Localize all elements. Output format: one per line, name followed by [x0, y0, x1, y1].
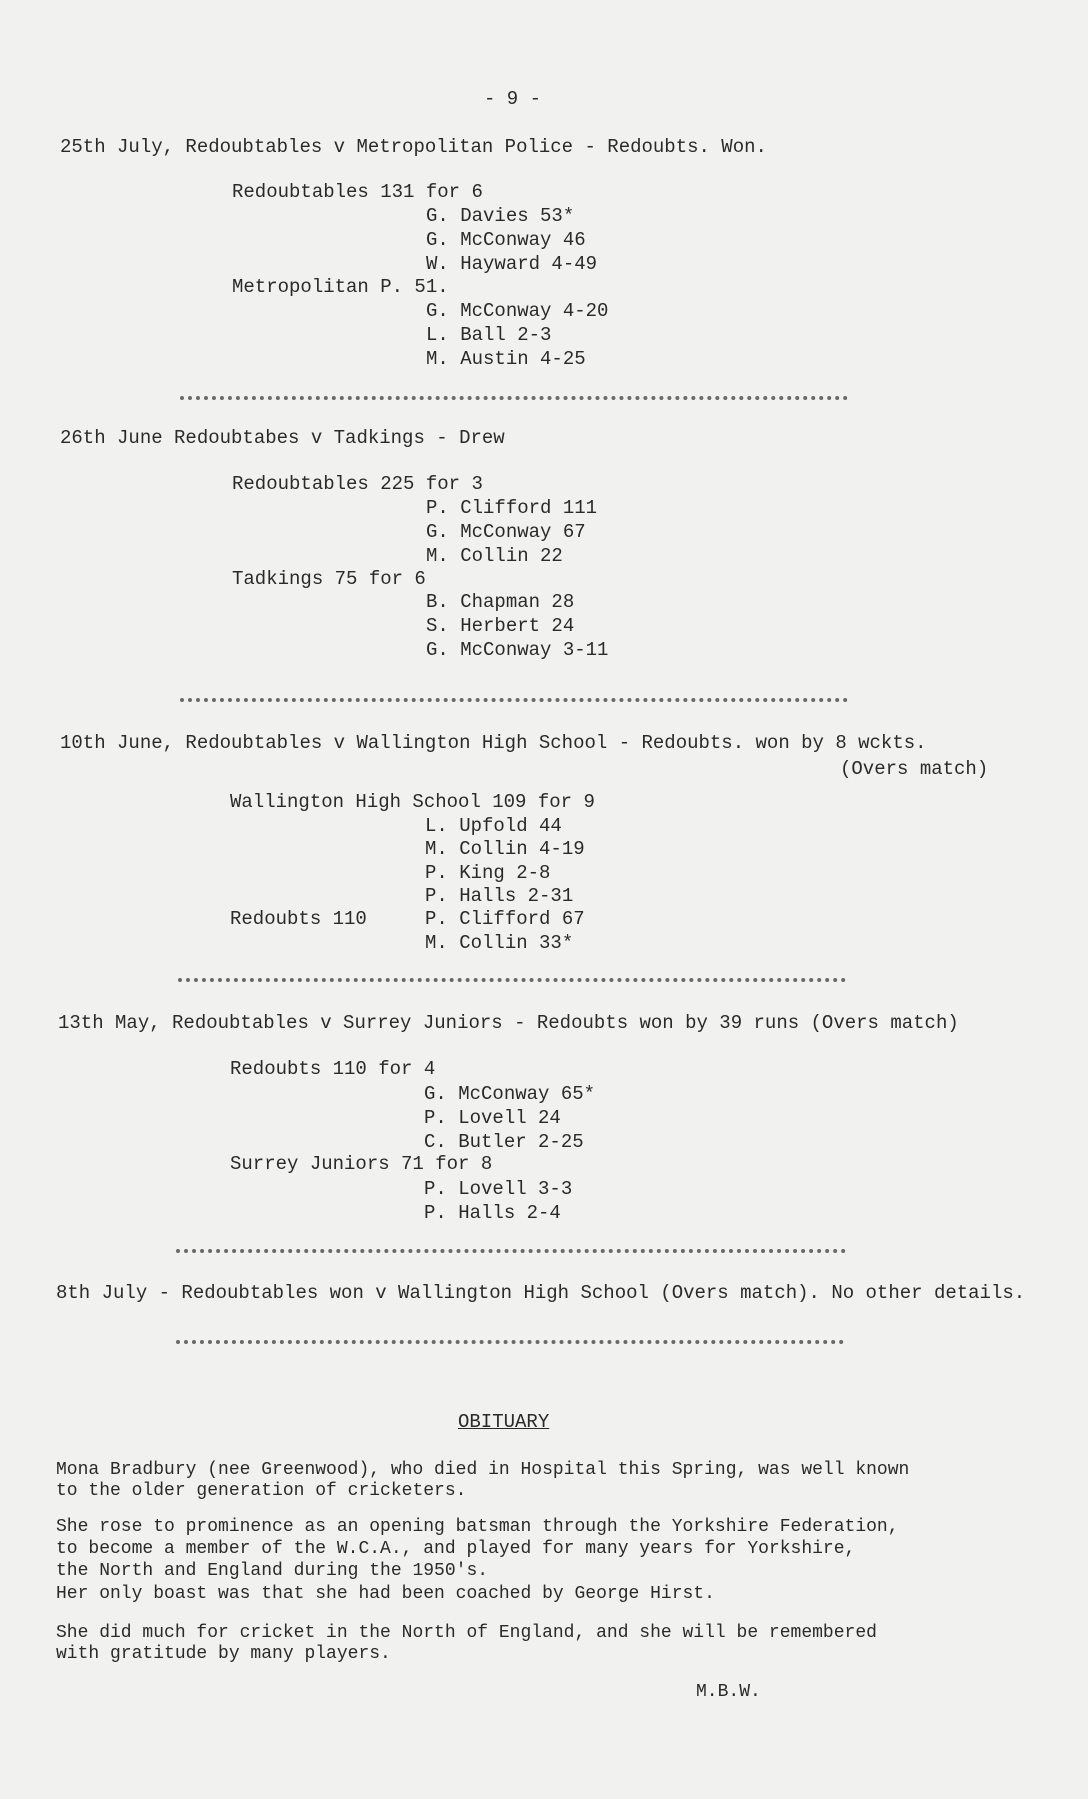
match-3-team1: Wallington High School 109 for 9 — [230, 791, 595, 813]
match-1-team2-line-3: M. Austin 4-25 — [426, 348, 586, 370]
obituary-p1-line-2: to the older generation of cricketers. — [56, 1481, 467, 1501]
obituary-title: OBITUARY — [458, 1411, 550, 1433]
match-2-team1-line-1: P. Clifford 111 — [426, 497, 598, 519]
match-3-team2: Redoubts 110 — [230, 908, 367, 930]
match-4-team2: Surrey Juniors 71 for 8 — [230, 1153, 493, 1175]
match-3-team2-line-2: M. Collin 33* — [425, 932, 574, 954]
match-3-team1-line-2: M. Collin 4-19 — [425, 838, 585, 860]
obituary-p2-line-1: She rose to prominence as an opening batsman through the Yorkshire Federation, — [56, 1517, 899, 1537]
match-1-heading: 25th July, Redoubtables v Metropolitan Police - Redoubts. Won. — [60, 136, 767, 158]
match-4-team1-line-3: C. Butler 2-25 — [424, 1131, 584, 1153]
dotted-separator-5 — [176, 1340, 844, 1344]
match-4-team2-line-1: P. Lovell 3-3 — [424, 1178, 573, 1200]
match-3-team1-line-1: L. Upfold 44 — [425, 815, 562, 837]
match-1-team1: Redoubtables 131 for 6 — [232, 181, 483, 203]
obituary-p1-line-1: Mona Bradbury (nee Greenwood), who died in Hospital this Spring, was well known — [56, 1460, 910, 1480]
obituary-p2-line-3: the North and England during the 1950's. — [56, 1561, 489, 1581]
match-1-team1-line-2: G. McConway 46 — [426, 229, 586, 251]
match-5-heading: 8th July - Redoubtables won v Wallington High School (Overs match). No other details. — [56, 1282, 1026, 1304]
match-1-team1-line-3: W. Hayward 4-49 — [426, 253, 598, 275]
dotted-separator-4 — [176, 1249, 846, 1253]
match-2-team2-line-1: B. Chapman 28 — [426, 591, 575, 613]
match-3-team1-line-4: P. Halls 2-31 — [425, 885, 574, 907]
match-2-heading: 26th June Redoubtabes v Tadkings - Drew — [60, 427, 505, 449]
match-4-team2-line-2: P. Halls 2-4 — [424, 1202, 561, 1224]
match-1-team1-line-1: G. Davies 53* — [426, 205, 575, 227]
match-4-team1-line-2: P. Lovell 24 — [424, 1107, 561, 1129]
match-3-team1-line-3: P. King 2-8 — [425, 862, 551, 884]
match-2-team2-line-2: S. Herbert 24 — [426, 615, 575, 637]
obituary-p3-line-2: with gratitude by many players. — [56, 1644, 391, 1664]
dotted-separator-2 — [180, 698, 848, 702]
obituary-p3-line-1: She did much for cricket in the North of England, and she will be remembered — [56, 1623, 877, 1643]
match-2-team1-line-2: G. McConway 67 — [426, 521, 586, 543]
match-2-team1: Redoubtables 225 for 3 — [232, 473, 483, 495]
match-3-heading: 10th June, Redoubtables v Wallington High School - Redoubts. won by 8 wckts. — [60, 732, 927, 754]
match-1-team2-line-2: L. Ball 2-3 — [426, 324, 552, 346]
match-4-team1-line-1: G. McConway 65* — [424, 1083, 596, 1105]
match-4-heading: 13th May, Redoubtables v Surrey Juniors - Redoubts won by 39 runs (Overs match) — [58, 1012, 959, 1034]
match-4-team1: Redoubts 110 for 4 — [230, 1058, 436, 1080]
match-1-team2: Metropolitan P. 51. — [232, 276, 449, 298]
obituary-p2-line-4: Her only boast was that she had been coached by George Hirst. — [56, 1584, 715, 1604]
match-3-team2-line-1: P. Clifford 67 — [425, 908, 585, 930]
match-2-team2: Tadkings 75 for 6 — [232, 568, 426, 590]
obituary-signature: M.B.W. — [696, 1682, 761, 1702]
obituary-p2-line-2: to become a member of the W.C.A., and played for many years for Yorkshire, — [56, 1539, 856, 1559]
dotted-separator-1 — [180, 396, 848, 400]
match-2-team1-line-3: M. Collin 22 — [426, 545, 563, 567]
match-3-heading-note: (Overs match) — [840, 758, 989, 780]
dotted-separator-3 — [178, 978, 846, 982]
match-2-team2-line-3: G. McConway 3-11 — [426, 639, 609, 661]
page-number: - 9 - — [484, 88, 542, 110]
match-1-team2-line-1: G. McConway 4-20 — [426, 300, 609, 322]
